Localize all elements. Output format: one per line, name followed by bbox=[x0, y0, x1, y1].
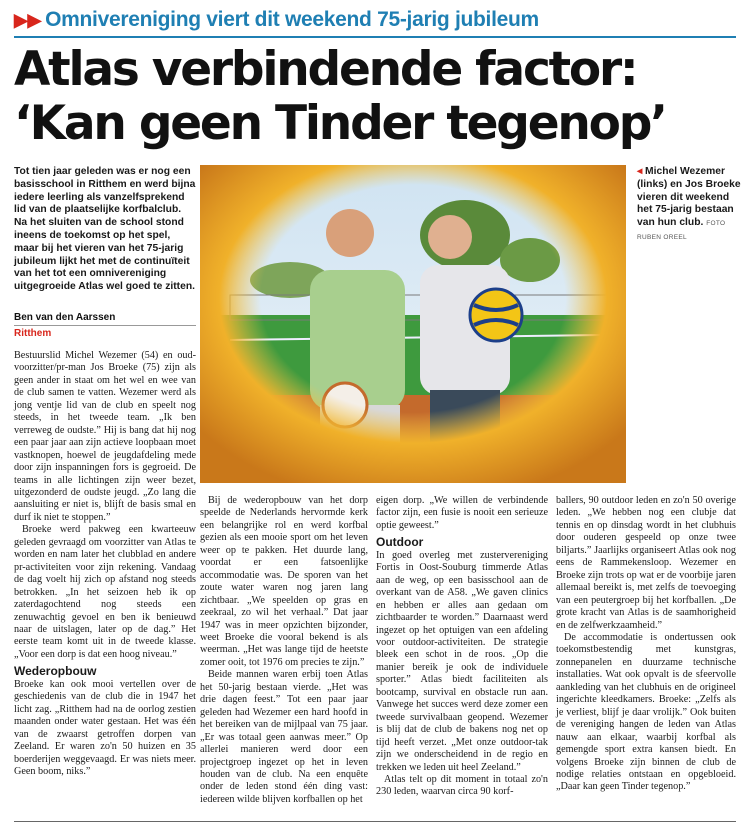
caption-arrow-icon: ◂ bbox=[637, 166, 643, 177]
headline-line-1: Atlas verbindende factor: bbox=[14, 42, 637, 97]
lead-paragraph: Tot tien jaar geleden was er nog een basisschool in Ritthem en werd bijna iedere leerling als vanzelfsprekend lid van de plaatselijke korfbalclub. Na het sluiten van de school stond ineens de toekomst op het spel, maar bij het vieren van het 75-jarig jubileum lijkt het met de continuïteit van het tot een omnivereniging uitgegroeide Atlas wel goed te zitten. bbox=[14, 166, 196, 293]
paragraph: Beide mannen waren erbij toen Atlas het 50-jarig bestaan vierde. „Het was drie dagen feest.” Tot een paar jaar geleden had Wezemer een hard hoofd in het bereiken van de mijlpaal van 75 jaar. „Er was totaal geen aanwas meer.” Op allerlei manieren werd door een projectgroep ingezet op het in leven houden van de club. Na een enquête onder de leden stond één ding vast: iedereen wilde blijven korfballen op het bbox=[200, 669, 368, 805]
subheading: Wederopbouw bbox=[14, 664, 97, 679]
paragraph: ballers, 90 outdoor leden en zo'n 50 overige leden. „We hebben nog een clubje dat tennis en op dinsdag wordt in het clubhuis door ouderen gespeeld op onze twee biljarts.” Jaarlijks organiseert Atlas ook nog eens de Rammekensloop. Wezemer en Broeke zijn trots op wat er de voorbije jaren allemaal bereikt is, met zelfs de toevoeging van een peutergroep bij het korfballen. „De grote kracht van Atlas is de saamhorigheid en de zelfwerkzaamheid.” bbox=[556, 495, 736, 631]
subheading: Outdoor bbox=[376, 535, 424, 550]
byline-author: Ben van den Aarssen bbox=[14, 312, 116, 323]
photo-credit: FOTO RUBEN OREEL bbox=[637, 220, 726, 241]
caption-text: Michel Wezemer (links) en Jos Broeke vieren dit weekend het 75-jarig bestaan van hun club. bbox=[637, 166, 741, 229]
paragraph: Atlas telt op dit moment in totaal zo'n 230 leden, waarvan circa 90 korf- bbox=[376, 773, 548, 798]
article-column-2 bbox=[200, 495, 368, 806]
paragraph: De accommodatie is ondertussen ook toekomstbestendig met kunstgras, zonnepanelen en duurzame technische installaties. Wat ook opvalt is de sfeervolle aankleding van het clubhuis en de origineel ingerichte kleedkamers. Broeke: „Zelfs als je verliest, blijf je daar vrolijk.” Ook buiten de vereniging hangen de leden van Atlas nauw aan elkaar, waarbij korfbal als gemengde sport extra kansen biedt. En volgens Broeke zijn binnen de club de nodige relaties ontstaan en opgebloeid. „Daar kan geen Tinder tegenop.” bbox=[556, 631, 736, 793]
article-column-1 bbox=[14, 350, 196, 778]
headline-line-2: ‘Kan geen Tinder tegenop’ bbox=[14, 96, 666, 151]
photo-caption bbox=[637, 166, 741, 245]
photo-illustration bbox=[200, 165, 626, 483]
kicker-divider bbox=[14, 36, 736, 38]
article-photo bbox=[200, 165, 626, 483]
paragraph: eigen dorp. „We willen de verbindende factor zijn, een fusie is nooit een serieuze optie geweest.” bbox=[376, 495, 548, 531]
article-column-4 bbox=[556, 495, 736, 794]
kicker bbox=[14, 8, 734, 34]
byline-place: Ritthem bbox=[14, 325, 196, 341]
article-column-3 bbox=[376, 495, 548, 799]
paragraph: Broeke werd pakweg een kwarteeuw geleden gevraagd om voorzitter van Atlas te worden en nam later het clubblad en andere pr-activiteiten voor zijn rekening. Vandaag de dag voelt hij zich op afstand nog steeds betrokken. „In het seizoen heb ik op zaterdagochtend nog steeds een zenuwachtig gevoel en ben ik benieuwd naar de uitslagen, later op de dag.” Het eerste team komt uit in de tweede klasse. „Voor een dorp is dat een hoog niveau.” bbox=[14, 524, 196, 660]
chevron-right-icon: ▶▶ bbox=[14, 10, 42, 30]
paragraph: Bij de wederopbouw van het dorp speelde de Nederlands hervormde kerk een belangrijke rol en werd korfbal gezien als een mooie sport om het leven weer op te pakken. Het duurde lang, voordat er een fatsoenlijke accommodatie was. De sporen van het zoute water waren nog jaren lang zichtbaar. „We speelden op gras en zeekraal, zo wil het verhaal.” Dat jaar 1947 was in meer opzichten bijzonder, weet Broeke die vooral bekend is als weerman. „Het was lange tijd de heetste zomer ooit, tot 1976 om precies te zijn.” bbox=[200, 495, 368, 668]
paragraph: Bestuurslid Michel Wezemer (54) en oud-voorzitter/pr-man Jos Broeke (75) zijn als geen ander in staat om het wel en wee van de club samen te vatten. Wezemer werd als jong ventje lid van de club en speelt nog steeds, in het tweede team. „Ik ben verreweg de oudste.” Hij is bang dat hij nog een paar jaar aan zijn actieve loopbaan moet vastknopen, hoewel de jeugdafdeling mede door zijn inspanningen fors is gegroeid. De teams in alle lichtingen zijn weer bezet, uitgezonderd de oudste jeugd. „Zo lang die aansluiting er niet is, blijft de basis smal en durf ik niet te stoppen.” bbox=[14, 350, 196, 523]
paragraph: Broeke kan ook mooi vertellen over de geschiedenis van de club die in 1947 het licht zag. „Ritthem had na de oorlog zestien maanden onder water gestaan. Het was één van de zwaarst getroffen dorpen van Zeeland. Er waren zo'n 50 huizen en 35 boerderijen weggevaagd. Er was niets meer. Geen boom, niks.” bbox=[14, 678, 196, 777]
paragraph: In goed overleg met zustervereniging Fortis in Oost-Souburg timmerde Atlas aan de weg, op een basisschool aan de overkant van de A58. „We gaven clinics en hebben er alles aan gedaan om zichtbaarder te worden.” Daarnaast werd ingezet op het optuigen van een afdeling voor outdoor-activiteiten. De strategie bleek een schot in de roos. „Op die manier bereik je ook de individuele sporter.” Atlas biedt faciliteiten als bootcamp, survival en obstacle run aan. Vanwege het succes werd deze zomer een tweede survivalbaan geopend. Wezemer is blij dat de club de bakens nog net op tijd heeft verzet. „Met onze outdoor-tak zijn we onderscheidend in de regio en trekken we leden uit heel Zeeland.” bbox=[376, 549, 548, 773]
kicker-text: Omnivereniging viert dit weekend 75-jarig jubileum bbox=[45, 8, 539, 31]
bottom-divider bbox=[14, 821, 736, 822]
byline bbox=[14, 311, 196, 341]
